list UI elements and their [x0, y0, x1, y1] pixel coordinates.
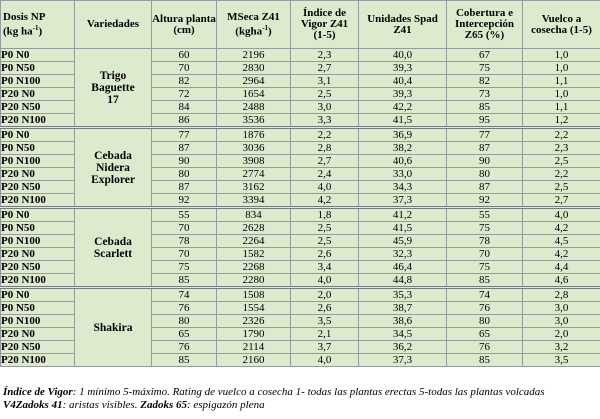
header-row — [1, 1, 600, 49]
cell-dosis: P20 N100 — [1, 274, 75, 288]
cell-vuelco: 4,6 — [523, 274, 600, 288]
header-altura-line1: Altura planta — [152, 12, 216, 25]
cell-altura: 70 — [152, 222, 217, 235]
cell-vuelco: 2,0 — [523, 328, 600, 341]
cell-variedad — [75, 49, 152, 128]
header-spad-line1: Unidades Spad — [367, 12, 438, 25]
cell-vigor: 2,2 — [291, 128, 359, 142]
cell-vigor: 3,3 — [291, 114, 359, 128]
header-cobertura-line1: Cobertura e — [455, 7, 514, 19]
cell-dosis: P0 N100 — [1, 75, 75, 88]
header-spad — [359, 1, 447, 49]
cell-mseca: 2964 — [217, 75, 291, 88]
cell-variedad — [75, 288, 152, 367]
cell-spad: 41,5 — [359, 114, 447, 128]
variedad-line: Trigo — [99, 69, 127, 82]
cell-mseca: 1582 — [217, 248, 291, 261]
cell-cobertura: 80 — [447, 168, 523, 181]
cell-dosis: P0 N0 — [1, 49, 75, 62]
cell-dosis: P20 N0 — [1, 328, 75, 341]
cell-dosis: P20 N100 — [1, 354, 75, 367]
cell-altura: 74 — [152, 288, 217, 302]
cell-mseca: 2628 — [217, 222, 291, 235]
cell-mseca: 1876 — [217, 128, 291, 142]
cell-vigor: 3,4 — [291, 261, 359, 274]
cell-vigor: 2,5 — [291, 222, 359, 235]
cell-cobertura: 75 — [447, 261, 523, 274]
cell-vigor: 2,5 — [291, 88, 359, 101]
cell-spad: 38,7 — [359, 302, 447, 315]
header-vuelco-line1: Vuelco a — [541, 12, 582, 25]
header-spad-line2: Z41 — [393, 23, 412, 36]
cell-altura: 60 — [152, 49, 217, 62]
header-mseca-line1: MSeca Z41 — [227, 10, 280, 23]
header-cobertura-line3: Z65 (%) — [464, 29, 505, 41]
cell-mseca: 2326 — [217, 315, 291, 328]
cell-spad: 37,3 — [359, 194, 447, 208]
cell-altura: 55 — [152, 208, 217, 222]
cell-vigor: 2,6 — [291, 248, 359, 261]
cell-mseca: 3036 — [217, 142, 291, 155]
header-mseca — [217, 1, 291, 49]
variedad-line: Explorer — [91, 173, 135, 186]
variedad-line: 17 — [107, 93, 119, 106]
cell-spad: 33,0 — [359, 168, 447, 181]
cell-mseca: 2830 — [217, 62, 291, 75]
cell-mseca: 1508 — [217, 288, 291, 302]
cell-cobertura: 67 — [447, 49, 523, 62]
cell-altura: 84 — [152, 101, 217, 114]
cell-cobertura: 82 — [447, 75, 523, 88]
cell-spad: 39,3 — [359, 88, 447, 101]
cell-vigor: 4,0 — [291, 354, 359, 367]
cell-vigor: 2,7 — [291, 155, 359, 168]
cell-spad: 38,6 — [359, 315, 447, 328]
cell-vigor: 2,4 — [291, 168, 359, 181]
variedad-line: Nidera — [96, 161, 130, 174]
cell-cobertura: 65 — [447, 328, 523, 341]
footnote-zadoks65-label: Zadoks 65 — [140, 398, 187, 411]
cell-vuelco: 4,2 — [523, 222, 600, 235]
cell-spad: 36,2 — [359, 341, 447, 354]
cell-dosis: P0 N100 — [1, 315, 75, 328]
cell-vuelco: 2,2 — [523, 168, 600, 181]
cell-altura: 80 — [152, 168, 217, 181]
cell-vuelco: 3,0 — [523, 315, 600, 328]
cell-altura: 80 — [152, 315, 217, 328]
cell-cobertura: 92 — [447, 194, 523, 208]
cell-altura: 76 — [152, 302, 217, 315]
cell-cobertura: 70 — [447, 248, 523, 261]
table-row — [1, 49, 600, 62]
cell-dosis: P20 N0 — [1, 248, 75, 261]
cell-vigor: 2,7 — [291, 62, 359, 75]
cell-spad: 32,3 — [359, 248, 447, 261]
cell-vigor: 2,3 — [291, 49, 359, 62]
variedad-line: Baguette — [91, 81, 135, 94]
table-footnote — [3, 386, 597, 411]
cell-cobertura: 87 — [447, 181, 523, 194]
cell-variedad — [75, 128, 152, 208]
header-mseca-sup: -1 — [262, 23, 269, 32]
cell-spad: 38,2 — [359, 142, 447, 155]
cell-spad: 46,4 — [359, 261, 447, 274]
cell-vigor: 4,0 — [291, 181, 359, 194]
cell-vuelco: 4,2 — [523, 248, 600, 261]
cell-vigor: 3,5 — [291, 315, 359, 328]
cell-dosis: P0 N50 — [1, 142, 75, 155]
cell-vigor: 3,7 — [291, 341, 359, 354]
cell-mseca: 2488 — [217, 101, 291, 114]
header-variedades-label: Variedades — [86, 18, 140, 30]
cell-spad: 40,0 — [359, 49, 447, 62]
cell-altura: 87 — [152, 181, 217, 194]
cell-vigor: 2,1 — [291, 328, 359, 341]
header-vigor-line1: Índice de — [302, 7, 347, 19]
cell-altura: 65 — [152, 328, 217, 341]
cell-dosis: P0 N50 — [1, 222, 75, 235]
table-body — [1, 49, 600, 367]
cell-cobertura: 76 — [447, 302, 523, 315]
cell-altura: 72 — [152, 88, 217, 101]
cell-vigor: 4,2 — [291, 194, 359, 208]
cell-dosis: P20 N50 — [1, 261, 75, 274]
cell-mseca: 3394 — [217, 194, 291, 208]
cell-spad: 40,6 — [359, 155, 447, 168]
cell-mseca: 1554 — [217, 302, 291, 315]
cell-dosis: P0 N100 — [1, 155, 75, 168]
cell-mseca: 3162 — [217, 181, 291, 194]
cell-mseca: 2114 — [217, 341, 291, 354]
header-dosis-line2: (kg ha — [3, 25, 33, 38]
cell-vuelco: 4,0 — [523, 208, 600, 222]
cell-vuelco: 2,5 — [523, 181, 600, 194]
cell-dosis: P20 N50 — [1, 101, 75, 114]
cell-vigor: 3,1 — [291, 75, 359, 88]
cell-altura: 85 — [152, 274, 217, 288]
header-vuelco — [523, 1, 600, 49]
cell-mseca: 2280 — [217, 274, 291, 288]
cell-vigor: 2,0 — [291, 288, 359, 302]
cell-spad: 41,5 — [359, 222, 447, 235]
cell-vuelco: 3,2 — [523, 341, 600, 354]
header-vigor-line3: (1-5) — [313, 29, 336, 41]
cell-spad: 36,9 — [359, 128, 447, 142]
cell-mseca: 2160 — [217, 354, 291, 367]
cell-cobertura: 85 — [447, 274, 523, 288]
variedad-line: Cebada — [94, 235, 132, 248]
cell-mseca: 2196 — [217, 49, 291, 62]
cell-variedad — [75, 208, 152, 288]
header-dosis-sup: -1 — [32, 23, 39, 32]
header-vigor — [291, 1, 359, 49]
cell-vuelco: 1,2 — [523, 114, 600, 128]
cell-cobertura: 55 — [447, 208, 523, 222]
cell-spad: 34,5 — [359, 328, 447, 341]
cell-vuelco: 2,2 — [523, 128, 600, 142]
cell-dosis: P20 N100 — [1, 194, 75, 208]
cell-vuelco: 1,1 — [523, 101, 600, 114]
cell-spad: 45,9 — [359, 235, 447, 248]
cell-dosis: P20 N50 — [1, 181, 75, 194]
cell-dosis: P0 N0 — [1, 208, 75, 222]
cell-vuelco: 4,5 — [523, 235, 600, 248]
cell-altura: 75 — [152, 261, 217, 274]
cell-vigor: 1,8 — [291, 208, 359, 222]
table-header — [1, 1, 600, 49]
cell-mseca: 2774 — [217, 168, 291, 181]
header-dosis — [1, 1, 75, 49]
header-vigor-line2: Vigor Z41 — [300, 18, 349, 30]
cell-dosis: P20 N0 — [1, 168, 75, 181]
cell-vigor: 4,0 — [291, 274, 359, 288]
footnote-vigor-text: : 1 mínimo 5-máximo. Rating de vuelco a cosecha 1- todas las plantas erectas 5-todas las plantas volcadas — [72, 386, 545, 398]
cell-dosis: P20 N50 — [1, 341, 75, 354]
variedad-line: Scarlett — [93, 247, 133, 260]
header-altura-line2: (cm) — [173, 23, 195, 36]
footnote-zadoks41-label: V4Zadoks 41 — [3, 398, 63, 411]
cell-cobertura: 85 — [447, 354, 523, 367]
cell-vuelco: 1,0 — [523, 49, 600, 62]
cell-cobertura: 76 — [447, 341, 523, 354]
cell-altura: 90 — [152, 155, 217, 168]
cell-cobertura: 77 — [447, 128, 523, 142]
cell-vigor: 2,5 — [291, 235, 359, 248]
cell-vigor: 2,6 — [291, 302, 359, 315]
cell-spad: 34,3 — [359, 181, 447, 194]
cell-cobertura: 80 — [447, 315, 523, 328]
cell-altura: 76 — [152, 341, 217, 354]
header-altura — [152, 1, 217, 49]
header-cobertura-line2: Intercepción — [454, 18, 515, 30]
cell-cobertura: 85 — [447, 101, 523, 114]
cell-dosis: P20 N0 — [1, 88, 75, 101]
header-dosis-line2-end: ) — [38, 25, 43, 38]
cell-dosis: P0 N100 — [1, 235, 75, 248]
cell-altura: 92 — [152, 194, 217, 208]
cell-spad: 37,3 — [359, 354, 447, 367]
cell-vuelco: 2,8 — [523, 288, 600, 302]
cell-vuelco: 1,0 — [523, 88, 600, 101]
cell-vuelco: 1,1 — [523, 75, 600, 88]
table-row — [1, 208, 600, 222]
cell-mseca: 2264 — [217, 235, 291, 248]
cell-altura: 82 — [152, 75, 217, 88]
cell-altura: 70 — [152, 248, 217, 261]
cell-spad: 42,2 — [359, 101, 447, 114]
cell-altura: 78 — [152, 235, 217, 248]
cell-altura: 87 — [152, 142, 217, 155]
cell-altura: 86 — [152, 114, 217, 128]
cell-spad: 40,4 — [359, 75, 447, 88]
cell-mseca: 1790 — [217, 328, 291, 341]
cell-vigor: 3,0 — [291, 101, 359, 114]
cell-dosis: P0 N50 — [1, 302, 75, 315]
cell-cobertura: 75 — [447, 222, 523, 235]
table-row — [1, 128, 600, 142]
cell-spad: 44,8 — [359, 274, 447, 288]
footnote-vigor-label: Índice de Vigor — [3, 386, 73, 398]
header-vuelco-line2: cosecha (1-5) — [531, 23, 592, 36]
header-dosis-line1: Dosis NP — [3, 10, 46, 23]
cell-vigor: 2,8 — [291, 142, 359, 155]
cell-vuelco: 1,0 — [523, 62, 600, 75]
cell-dosis: P0 N50 — [1, 62, 75, 75]
cell-cobertura: 87 — [447, 142, 523, 155]
header-cobertura — [447, 1, 523, 49]
cell-cobertura: 90 — [447, 155, 523, 168]
cell-vuelco: 3,5 — [523, 354, 600, 367]
variedad-line: Cebada — [94, 149, 132, 162]
cell-vuelco: 2,7 — [523, 194, 600, 208]
cell-mseca: 834 — [217, 208, 291, 222]
cell-vuelco: 2,5 — [523, 155, 600, 168]
cell-altura: 70 — [152, 62, 217, 75]
cell-vuelco: 2,3 — [523, 142, 600, 155]
cell-vuelco: 3,0 — [523, 302, 600, 315]
table-row — [1, 288, 600, 302]
cell-cobertura: 95 — [447, 114, 523, 128]
cell-spad: 35,3 — [359, 288, 447, 302]
cell-cobertura: 74 — [447, 288, 523, 302]
cell-spad: 39,3 — [359, 62, 447, 75]
cell-dosis: P0 N0 — [1, 288, 75, 302]
cell-dosis: P0 N0 — [1, 128, 75, 142]
cell-dosis: P20 N100 — [1, 114, 75, 128]
cell-altura: 77 — [152, 128, 217, 142]
header-mseca-line2-end: ) — [268, 25, 272, 38]
cell-mseca: 3908 — [217, 155, 291, 168]
footnote-zadoks65-text: : espigazón plena — [186, 398, 265, 411]
variedad-line: Shakira — [93, 321, 133, 334]
cell-mseca: 1654 — [217, 88, 291, 101]
footnote-zadoks41-text: : aristas visibles. — [62, 398, 141, 411]
header-mseca-line2: (kgha — [235, 25, 263, 38]
cell-vuelco: 4,4 — [523, 261, 600, 274]
cell-cobertura: 78 — [447, 235, 523, 248]
cell-mseca: 3536 — [217, 114, 291, 128]
cell-cobertura: 75 — [447, 62, 523, 75]
cell-spad: 41,2 — [359, 208, 447, 222]
header-variedades — [75, 1, 152, 49]
cell-cobertura: 73 — [447, 88, 523, 101]
cell-mseca: 2268 — [217, 261, 291, 274]
cell-altura: 85 — [152, 354, 217, 367]
